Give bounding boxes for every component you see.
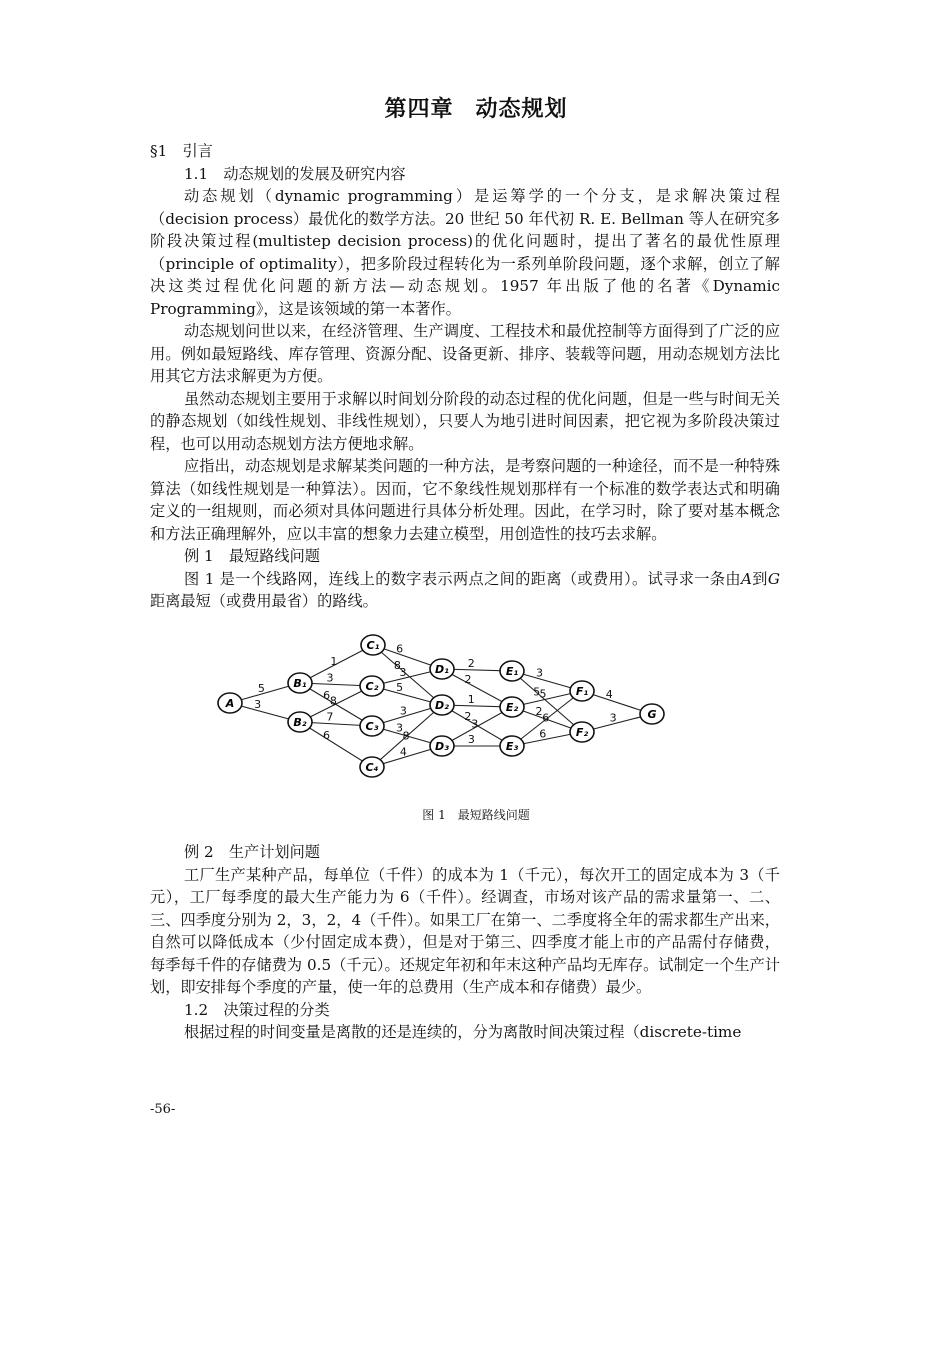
chapter-number: 第四章	[384, 97, 454, 122]
example-text-part: 距离最短（或费用最省）的路线。	[150, 592, 378, 610]
edge-weight-label: 6	[542, 711, 550, 725]
node-label: B₁	[293, 677, 307, 690]
figure-caption: 图 1 最短路线问题	[422, 808, 530, 822]
node-C2	[360, 676, 384, 696]
example-text-part: 图 1 是一个线路网，连线上的数字表示两点之间的距离（或费用）。试寻求一条由	[184, 569, 741, 588]
edge-weight-label: 4	[605, 688, 613, 702]
node-E2	[500, 697, 524, 717]
node-label: F₂	[575, 726, 589, 739]
edge-weight-label: 6	[323, 728, 331, 742]
edge-weight-label: 3	[467, 733, 475, 746]
section-heading: §1 引言	[150, 142, 213, 160]
node-C3	[360, 716, 384, 736]
node-C1	[361, 635, 385, 655]
edge-weight-label: 3	[326, 671, 334, 685]
edge-weight-label: 2	[467, 656, 475, 670]
edge-weight-label: 8	[329, 694, 337, 708]
node-label-inline: A	[740, 569, 752, 588]
edge-weight-label: 6	[396, 642, 404, 656]
node-label: E₃	[505, 740, 519, 753]
body-text-top	[150, 140, 780, 613]
node-E3	[500, 736, 524, 756]
node-E1	[500, 661, 524, 681]
subsection-heading: 1.1 动态规划的发展及研究内容	[184, 164, 406, 183]
node-label: B₂	[293, 716, 307, 729]
body-text-bottom	[150, 841, 780, 1044]
node-D3	[430, 736, 454, 756]
page-number: -56-	[150, 1102, 176, 1117]
node-label: E₁	[505, 665, 519, 678]
edge-weight-label: 5	[396, 681, 404, 695]
shortest-path-network-figure	[210, 630, 680, 790]
edge-weight-label: 1	[467, 692, 475, 706]
subsection-heading: 1.2 决策过程的分类	[184, 1000, 330, 1019]
paragraph: 根据过程的时间变量是离散的还是连续的，分为离散时间决策过程（discrete-time	[184, 1023, 742, 1041]
example-heading: 例 1 最短路线问题	[184, 547, 320, 565]
edge-weight-label: 3	[471, 717, 479, 731]
edge-weight-label: 4	[399, 745, 407, 759]
edge-weight-label: 3	[254, 698, 262, 712]
node-label-inline: G	[767, 569, 781, 588]
edge-weight-label: 6	[323, 689, 331, 703]
edge-weight-label: 3	[399, 666, 407, 680]
node-F1	[570, 681, 594, 701]
edge-weight-label: 6	[539, 727, 547, 741]
node-B1	[288, 673, 312, 693]
node-label: E₂	[505, 701, 519, 714]
node-label: A	[225, 697, 235, 710]
example-text	[150, 568, 780, 613]
edge-weight-label: 3	[609, 711, 617, 725]
node-label: D₃	[435, 740, 449, 753]
edge-weight-label: 3	[399, 704, 407, 718]
edge-weight-label: 5	[539, 687, 547, 701]
edge-weight-label: 5	[257, 681, 265, 695]
edge-weight-label: 2	[464, 710, 472, 724]
edge-weight-label: 3	[535, 666, 543, 680]
node-label: D₂	[435, 699, 449, 712]
node-label: F₁	[575, 685, 589, 698]
node-label: D₁	[435, 663, 449, 676]
edge-weight-label: 2	[464, 672, 472, 686]
paragraph: 动态规划问世以来，在经济管理、生产调度、工程技术和最优控制等方面得到了广泛的应用。例如最短路线、库存管理、资源分配、设备更新、排序、装载等问题，用动态规划方法比用其它方法求解更为方便。	[150, 322, 780, 385]
edge-weight-label: 7	[326, 710, 334, 724]
edge-weight-label: 8	[402, 729, 410, 743]
edge-weight-label: 2	[535, 704, 543, 718]
paragraph: 工厂生产某种产品，每单位（千件）的成本为 1（千元），每次开工的固定成本为 3（千元），工厂每季度的最大生产能力为 6（千件）。经调查，市场对该产品的需求量第一、二、三、四季度分别为 2，3，2，4（千件）。如果工厂在第一、二季度将全年的需求都生产出来，自然可以降低成本（少付固定成本费），但是对于第三、四季度才能上市的产品需付存储费，每季每千件的存储费为 0.5（千元）。还规定年初和年末这种产品均无库存。试制定一个生产计划，即安排每个季度的产量，使一年的总费用（生产成本和存储费）最少。	[150, 865, 780, 996]
example-text-part: 到	[751, 569, 768, 588]
node-D2	[430, 695, 454, 715]
node-G	[640, 704, 664, 724]
paragraph: 虽然动态规划主要用于求解以时间划分阶段的动态过程的优化问题，但是一些与时间无关的静态规划（如线性规划、非线性规划），只要人为地引进时间因素，把它视为多阶段决策过程，也可以用动态规划方法方便地求解。	[150, 389, 780, 453]
edge-weight-label: 8	[393, 658, 401, 672]
node-label: G	[647, 708, 657, 721]
chapter-title	[0, 92, 952, 123]
edge-weight-label: 1	[330, 654, 338, 668]
node-label: C₂	[365, 680, 379, 693]
node-label: C₃	[365, 720, 379, 733]
chapter-topic: 动态规划	[475, 97, 568, 122]
node-B2	[288, 712, 312, 732]
paragraph: 动态规划（dynamic programming）是运筹学的一个分支，是求解决策过程（decision process）最优化的数学方法。20 世纪 50 年代初 R. E. Bellman 等人在研究多阶段决策过程(multistep decision process)的优化问题时，提出了著名的最优性原理（principle of optimality），把多阶段过程转化为一系列单阶段问题，逐个求解，创立了解决这类过程优化问题的新方法—动态规划。1957 年出版了他的名著《Dynamic Programming》，这是该领域的第一本著作。	[150, 187, 780, 318]
node-label: C₁	[366, 639, 380, 652]
edge-weight-label: 5	[533, 685, 541, 699]
node-A	[218, 693, 242, 713]
node-D1	[430, 659, 454, 679]
node-label: C₄	[365, 761, 379, 774]
edge-weight-label: 3	[395, 721, 403, 735]
example-heading: 例 2 生产计划问题	[184, 843, 320, 861]
node-C4	[360, 757, 384, 777]
paragraph: 应指出，动态规划是求解某类问题的一种方法，是考察问题的一种途径，而不是一种特殊算法（如线性规划是一种算法）。因而，它不象线性规划那样有一个标准的数学表达式和明确定义的一组规则，而必须对具体问题进行具体分析处理。因此，在学习时，除了要对基本概念和方法正确理解外，应以丰富的想象力去建立模型，用创造性的技巧去求解。	[150, 457, 780, 543]
node-F2	[570, 722, 594, 742]
